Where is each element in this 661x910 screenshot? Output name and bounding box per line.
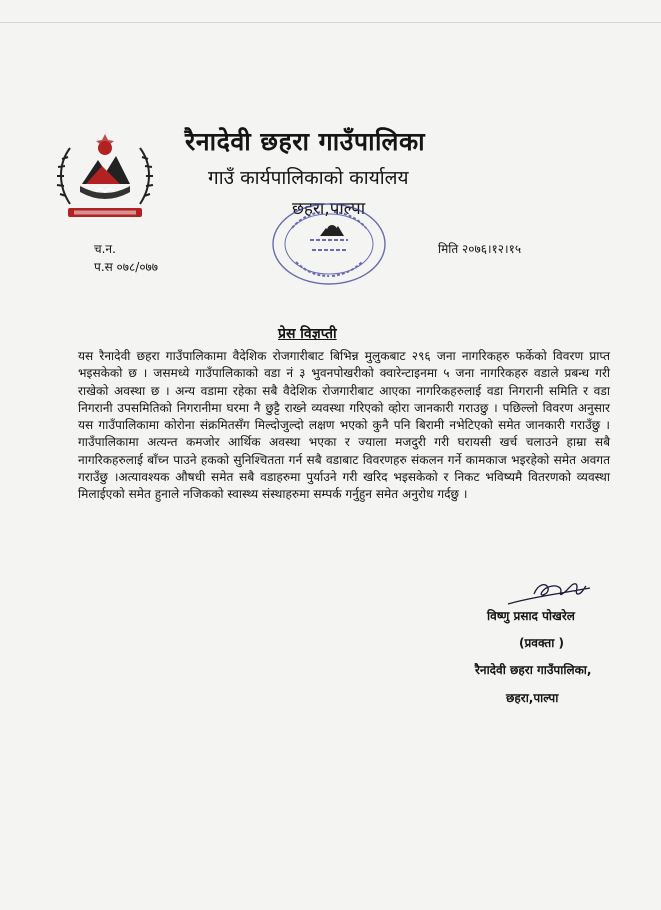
office-title: रैनादेवी छहरा गाउँपालिका (185, 127, 426, 156)
document-date: मिति २०७६।१२।१५ (438, 242, 522, 256)
office-subtitle: गाउँ कार्यपालिकाको कार्यालय (208, 167, 409, 189)
scan-edge-line (0, 22, 661, 23)
notice-body: यस रैनादेवी छहरा गाउँपालिकामा वैदेशिक रोजगारीबाट बिभिन्न मुलुकबाट २९६ जना नागरिकहरु फर्केको विवरण प्राप्त भइसकेको छ । जसमध्ये गाउँपालिकाको वडा नं ३ भुवनपोखरीको क्वारेन्टाइनमा ५ जना नागरिकहरु वडाले प्रबन्ध गरी राखेको अवस्था छ । अन्य वडामा रहेका सबै वैदेशिक रोजगारीबाट आएका नागरिकहरुलाई वडा निगरानी समिति र वडा निगरानी उपसमितिको निगरानीमा घरमा नै छुट्टै राख्ने व्यवस्था गरिएको व्होरा जानकारी गराउछु । पछिल्लो विवरण अनुसार यस गाउँपालिकामा कोरोना संक्रमितसँग मिल्दोजुल्दो लक्षण भएको कुनै पनि बिरामी नभेटिएको समेत जानकारी गराउँछु । गाउँपालिकामा अत्यन्त कमजोर आर्थिक अवस्था भएका र ज्याला मजदुरी गरी घरायसी खर्च चलाउने हाम्रा सबै नागरिकहरुलाई बाँच्न पाउने हकको सुनिश्चितता गर्न सबै वडाबाट विवरणहरु संकलन गर्ने कामकाज भइरहेको समेत अवगत गराउँछु ।अत्यावश्यक औषधी समेत सबै वडाहरुमा पुर्याउने गरी खरिद भइसकेको र निकट भविष्यमै वितरणको व्यवस्था मिलाईएको समेत हुनाले नजिकको स्वास्थ्य संस्थाहरुमा सम्पर्क गर्नुहुन समेत अनुरोध गर्दछु । (78, 349, 610, 502)
office-location: छहरा,पाल्पा (292, 199, 366, 219)
handwritten-signature-icon (504, 574, 594, 610)
signatory-name: विष्णु प्रसाद पोखरेल (487, 609, 575, 623)
signatory-location: छहरा,पाल्पा (506, 691, 559, 705)
nepal-government-emblem-icon (50, 126, 160, 226)
notice-heading: प्रेस विज्ञप्ती (278, 326, 337, 342)
signatory-role: (प्रवक्ता ) (519, 636, 565, 650)
cha-na-label: च.न. (94, 242, 116, 256)
office-round-stamp-icon (270, 200, 388, 288)
signatory-office: रैनादेवी छहरा गाउँपालिका, (475, 663, 592, 677)
pa-sa-number: प.स ०७८/०७७ (94, 260, 159, 274)
